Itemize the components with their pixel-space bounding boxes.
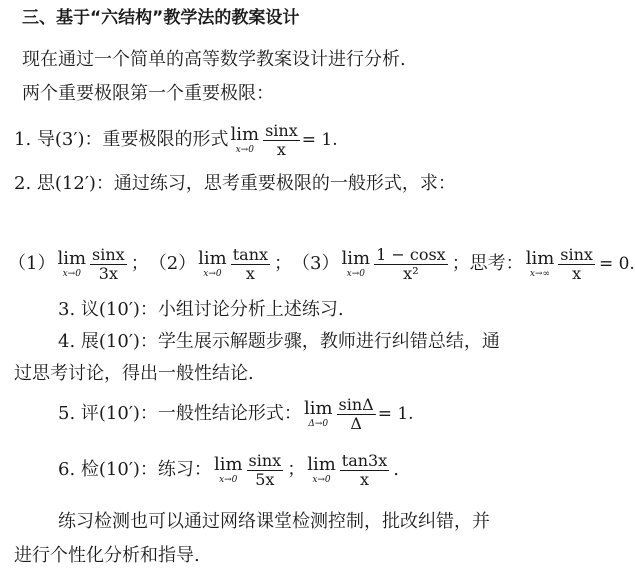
step5-row: [58, 392, 416, 436]
step6-exercise-1: [214, 452, 285, 489]
limit-operator: [342, 249, 371, 279]
lim-subscript: x→0: [219, 475, 238, 485]
denominator: 3x: [98, 263, 118, 283]
lim-subscript: x→∞: [529, 269, 551, 279]
lim-subscript: x→0: [62, 269, 81, 279]
exercise-2-prefix: （2）: [148, 253, 197, 274]
numerator: tanx: [232, 244, 269, 264]
lim-word: lim: [307, 454, 336, 475]
lim-subscript: x→0: [203, 269, 222, 279]
think-suffix: = 0.: [598, 254, 635, 274]
step6-label: 6. 检(10′)：练习：: [58, 459, 212, 480]
denominator: x²: [403, 263, 419, 283]
lim-word: lim: [57, 248, 87, 269]
lim-subscript: Δ→0: [308, 419, 329, 429]
step6-row: [58, 448, 399, 492]
step6-exercise-1-suffix: ；: [287, 459, 306, 480]
exercise-1-prefix: （1）: [8, 253, 56, 274]
limit-operator: [198, 249, 227, 279]
limit-operator: [230, 125, 259, 155]
limit-operator: [307, 455, 336, 485]
denominator: Δ: [350, 413, 362, 433]
step3-text: 3. 议(10′)：小组讨论分析上述练习.: [58, 299, 344, 320]
lim-word: lim: [230, 124, 260, 145]
numerator: sinx: [560, 244, 593, 264]
exercise-1: [57, 246, 128, 283]
step4-line-2: 过思考讨论，得出一般性结论.: [14, 363, 254, 384]
denominator: 5x: [255, 469, 275, 489]
step1-label: 1. 导(3′)：重要极限的形式: [14, 129, 229, 150]
fraction: [337, 396, 376, 433]
step2-label: 2. 思(12′)：通过练习，思考重要极限的一般形式，求：: [14, 173, 456, 194]
lim-subscript: x→0: [235, 145, 254, 155]
numerator: sinx: [265, 120, 298, 140]
exercise-3-prefix: （3）: [292, 253, 340, 274]
intro-line-2: 两个重要极限第一个重要极限：: [22, 83, 274, 104]
fraction: [231, 246, 270, 283]
section-title: 三、基于“六结构”教学法的教案设计: [22, 8, 300, 28]
fraction: [340, 452, 389, 489]
limit-operator: [214, 455, 243, 485]
numerator: 1 − cosx: [376, 244, 446, 264]
denominator: x: [572, 263, 582, 283]
numerator: sinx: [248, 450, 282, 470]
step5-formula: [304, 396, 414, 433]
exercise-2-suffix: ；: [274, 253, 293, 274]
lim-word: lim: [213, 454, 243, 475]
step2-exercises: [8, 242, 635, 286]
closing-line-1: 练习检测也可以通过网络课堂检测控制，批改纠错，并: [58, 511, 490, 532]
numerator: sinΔ: [338, 394, 374, 414]
fraction: [374, 246, 448, 283]
lim-subscript: x→0: [312, 475, 331, 485]
equals-rhs: = 1.: [301, 130, 338, 150]
step6-exercise-2: [307, 452, 391, 489]
lim-word: lim: [303, 398, 333, 419]
closing-line-2: 进行个性化分析和指导.: [14, 545, 200, 566]
step6-exercise-2-suffix: .: [393, 459, 399, 480]
fraction: [247, 452, 284, 489]
limit-operator: [526, 249, 555, 279]
think-formula: [526, 246, 597, 283]
fraction: [263, 122, 300, 159]
fraction: [558, 246, 595, 283]
denominator: x: [245, 263, 255, 283]
numerator: tan3x: [341, 450, 388, 470]
step4-line-1: 4. 展(10′)：学生展示解题步骤，教师进行纠错总结，通: [58, 331, 500, 352]
lim-word: lim: [198, 248, 227, 269]
step1-row: [14, 118, 340, 162]
equals-rhs: = 1.: [377, 404, 414, 424]
lim-subscript: x→0: [346, 269, 365, 279]
exercise-3: [342, 246, 450, 283]
denominator: x: [276, 139, 286, 159]
step1-formula: [230, 122, 337, 159]
denominator: x: [360, 469, 370, 489]
exercise-3-suffix: ；思考：: [451, 253, 524, 274]
numerator: sinx: [92, 244, 125, 264]
lim-word: lim: [341, 248, 371, 269]
fraction: [90, 246, 127, 283]
limit-operator: [304, 399, 333, 429]
exercise-1-suffix: ；: [130, 253, 149, 274]
limit-operator: [57, 249, 86, 279]
intro-line-1: 现在通过一个简单的高等数学教案设计进行分析.: [22, 49, 406, 70]
step5-label: 5. 评(10′)：一般性结论形式：: [58, 403, 302, 424]
lim-word: lim: [525, 248, 555, 269]
exercise-2: [198, 246, 272, 283]
